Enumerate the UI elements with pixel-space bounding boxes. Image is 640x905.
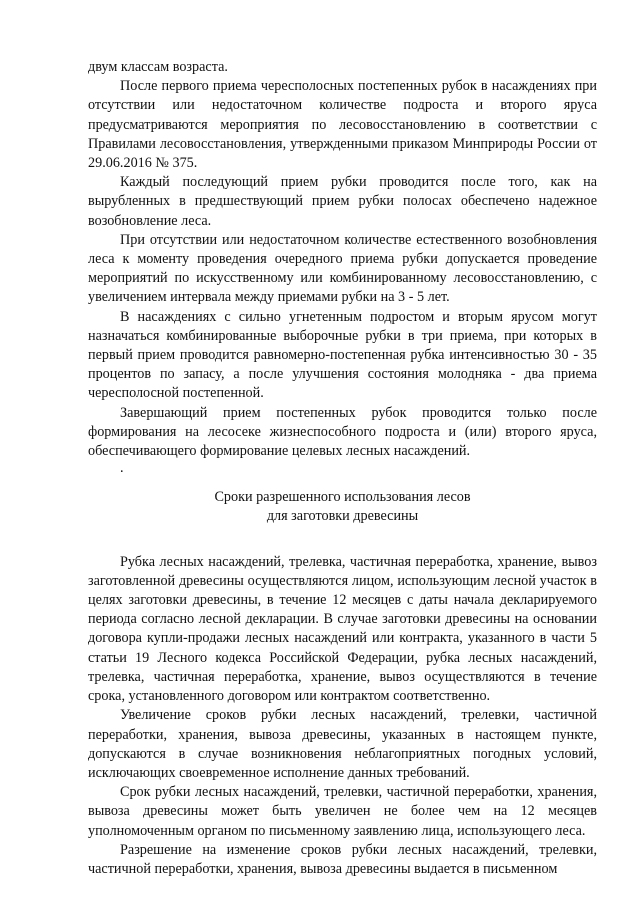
paragraph: Рубка лесных насаждений, трелевка, частичная переработка, хранение, вывоз заготовленной древесины осуществляются лицом, использующим лесной участок в целях заготовки древесины, в течение 12 месяцев с даты начала декларируемого периода согласно лесной декларации. В случае заготовки древесины на основании договора купли-продажи лесных насаждений или контракта, указанного в части 5 статьи 19 Лесного кодекса Российской Федерации, рубка лесных насаждений, трелевка, частичная переработка, хранение, вывоз осуществляются в течение срока, установленного договором или контрактом соответственно. [88, 553, 597, 705]
paragraph: При отсутствии или недостаточном количестве естественного возобновления леса к моменту проведения очередного приема рубки допускается проведение мероприятий по искусственному или комбинированному лесовосстановлению, с увеличением интервала между приемами рубки на 3 - 5 лет. [88, 231, 597, 306]
paragraph: В насаждениях с сильно угнетенным подростом и вторым ярусом могут назначаться комбинированные выборочные рубки в три приема, при которых в первый прием проводится равномерно-постепенная рубка интенсивностью 30 - 35 процентов по запасу, а после улучшения состояния молодняка - два приема чересполосной постепенной. [88, 308, 597, 402]
paragraph-continuation: двум классам возраста. [88, 59, 228, 75]
paragraph: Каждый последующий прием рубки проводится после того, как на вырубленных в предшествующий прием рубки полосах обеспечено надежное возобновление леса. [88, 174, 597, 229]
section-heading-line-1: Сроки разрешенного использования лесов [214, 489, 471, 506]
paragraph: После первого приема чересполосных постепенных рубок в насаждениях при отсутствии или недостаточном количестве подроста и второго яруса предусматриваются мероприятия по лесовосстановлению в соответствии с Правилами лесовосстановления, утвержденными приказом Минприроды России от 29.06.2016 № 375. [88, 78, 597, 172]
section-heading [88, 488, 597, 526]
document-page [88, 58, 597, 879]
section-heading-line-2: для заготовки древесины [266, 508, 419, 525]
paragraph: Разрешение на изменение сроков рубки лесных насаждений, трелевки, частичной переработки, хранения, вывоза древесины выдается в письменном [88, 841, 597, 877]
paragraph: Увеличение сроков рубки лесных насаждений, трелевки, частичной переработки, хранения, вывоза древесины, указанных в настоящем пункте, допускаются в случае возникновения неблагоприятных погодных условий, исключающих своевременное исполнение данных требований. [88, 707, 597, 781]
dot-marker: . [120, 460, 124, 477]
paragraph: Завершающий прием постепенных рубок проводится только после формирования на лесосеке жизнеспособного подроста и (или) второго яруса, обеспечивающего формирование целевых лесных насаждений. [88, 404, 597, 460]
paragraph: Срок рубки лесных насаждений, трелевки, частичной переработки, хранения, вывоза древесины может быть увеличен не более чем на 12 месяцев уполномоченным органом по письменному заявлению лица, использующего леса. [88, 784, 597, 839]
